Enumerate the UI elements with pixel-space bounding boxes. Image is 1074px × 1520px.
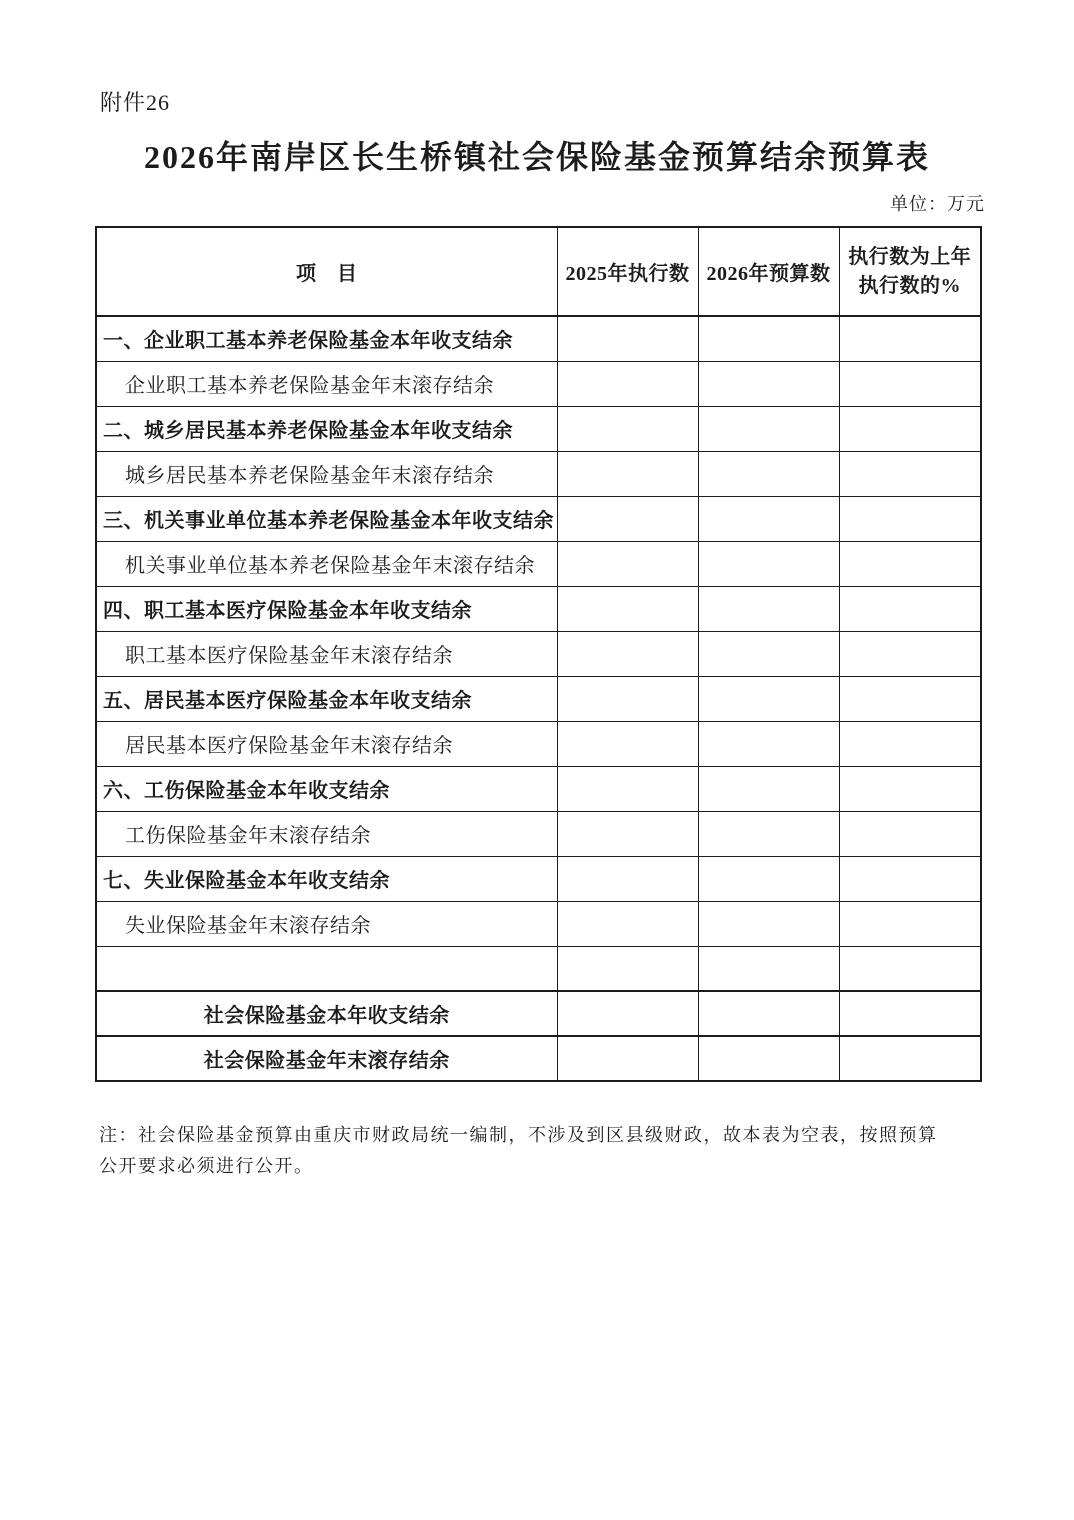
footnote (99, 1120, 989, 1182)
unit-label: 单位：万元 (890, 194, 985, 214)
exec-2025-cell (557, 721, 698, 766)
exec-2025-cell (557, 946, 698, 991)
ratio-cell (839, 676, 981, 721)
table-row (96, 361, 981, 406)
table-row (96, 316, 981, 361)
ratio-cell (839, 451, 981, 496)
table-row (96, 586, 981, 631)
table-row (96, 676, 981, 721)
footnote-line: 公开要求必须进行公开。 (99, 1156, 314, 1176)
item-label-cell: 二、城乡居民基本养老保险基金本年收支结余 (96, 406, 557, 451)
exec-2025-cell (557, 1036, 698, 1081)
table-row (96, 631, 981, 676)
ratio-cell (839, 541, 981, 586)
budget-2026-cell (698, 406, 839, 451)
table-row (96, 856, 981, 901)
budget-2026-cell (698, 811, 839, 856)
item-label-cell: 职工基本医疗保险基金年末滚存结余 (96, 631, 557, 676)
exec-2025-cell (557, 766, 698, 811)
exec-2025-cell (557, 541, 698, 586)
table-row (96, 541, 981, 586)
table-row (96, 721, 981, 766)
exec-2025-cell (557, 316, 698, 361)
item-label-cell (96, 946, 557, 991)
header-row (96, 227, 981, 316)
exec-2025-cell (557, 586, 698, 631)
item-label-cell: 七、失业保险基金本年收支结余 (96, 856, 557, 901)
exec-2025-cell (557, 361, 698, 406)
ratio-cell (839, 766, 981, 811)
ratio-cell (839, 586, 981, 631)
budget-2026-cell (698, 586, 839, 631)
budget-table (95, 226, 982, 1082)
item-label-cell: 企业职工基本养老保险基金年末滚存结余 (96, 361, 557, 406)
item-label-cell: 居民基本医疗保险基金年末滚存结余 (96, 721, 557, 766)
table-row (96, 991, 981, 1036)
exec-2025-cell (557, 676, 698, 721)
table-row (96, 1036, 981, 1081)
exec-2025-cell (557, 811, 698, 856)
ratio-cell (839, 1036, 981, 1081)
ratio-cell (839, 811, 981, 856)
table-row (96, 811, 981, 856)
budget-2026-cell (698, 766, 839, 811)
item-label-cell: 社会保险基金年末滚存结余 (96, 1036, 557, 1081)
item-label-cell: 工伤保险基金年末滚存结余 (96, 811, 557, 856)
item-label-cell: 五、居民基本医疗保险基金本年收支结余 (96, 676, 557, 721)
ratio-cell (839, 496, 981, 541)
ratio-cell (839, 631, 981, 676)
budget-2026-cell (698, 361, 839, 406)
exec-2025-cell (557, 406, 698, 451)
budget-2026-cell (698, 316, 839, 361)
ratio-cell (839, 406, 981, 451)
exec-2025-cell (557, 901, 698, 946)
item-label-cell: 失业保险基金年末滚存结余 (96, 901, 557, 946)
budget-2026-cell (698, 1036, 839, 1081)
footnote-line: 注：社会保险基金预算由重庆市财政局统一编制，不涉及到区县级财政，故本表为空表，按照预算 (99, 1125, 938, 1145)
exec-2025-cell (557, 631, 698, 676)
header-budget-2026: 2026年预算数 (698, 227, 839, 316)
ratio-cell (839, 946, 981, 991)
table-row (96, 901, 981, 946)
item-label-cell: 社会保险基金本年收支结余 (96, 991, 557, 1036)
item-label-cell: 六、工伤保险基金本年收支结余 (96, 766, 557, 811)
budget-2026-cell (698, 856, 839, 901)
attachment-label: 附件26 (100, 90, 171, 115)
ratio-cell (839, 361, 981, 406)
item-label-cell: 城乡居民基本养老保险基金年末滚存结余 (96, 451, 557, 496)
budget-2026-cell (698, 541, 839, 586)
table-row (96, 496, 981, 541)
exec-2025-cell (557, 856, 698, 901)
page-title: 2026年南岸区长生桥镇社会保险基金预算结余预算表 (143, 139, 930, 175)
budget-2026-cell (698, 451, 839, 496)
budget-2026-cell (698, 946, 839, 991)
ratio-cell (839, 901, 981, 946)
header-item: 项 目 (96, 227, 557, 316)
budget-2026-cell (698, 991, 839, 1036)
budget-2026-cell (698, 901, 839, 946)
budget-2026-cell (698, 721, 839, 766)
item-label-cell: 机关事业单位基本养老保险基金年末滚存结余 (96, 541, 557, 586)
table-row (96, 451, 981, 496)
item-label-cell: 四、职工基本医疗保险基金本年收支结余 (96, 586, 557, 631)
budget-2026-cell (698, 631, 839, 676)
header-exec-2025: 2025年执行数 (557, 227, 698, 316)
item-label-cell: 一、企业职工基本养老保险基金本年收支结余 (96, 316, 557, 361)
exec-2025-cell (557, 991, 698, 1036)
exec-2025-cell (557, 451, 698, 496)
table-row (96, 946, 981, 991)
table-body (96, 316, 981, 1081)
table-row (96, 766, 981, 811)
ratio-cell (839, 316, 981, 361)
ratio-cell (839, 721, 981, 766)
ratio-cell (839, 856, 981, 901)
ratio-cell (839, 991, 981, 1036)
exec-2025-cell (557, 496, 698, 541)
table-row (96, 406, 981, 451)
item-label-cell: 三、机关事业单位基本养老保险基金本年收支结余 (96, 496, 557, 541)
header-exec-ratio: 执行数为上年执行数的% (839, 227, 981, 316)
budget-2026-cell (698, 676, 839, 721)
budget-2026-cell (698, 496, 839, 541)
